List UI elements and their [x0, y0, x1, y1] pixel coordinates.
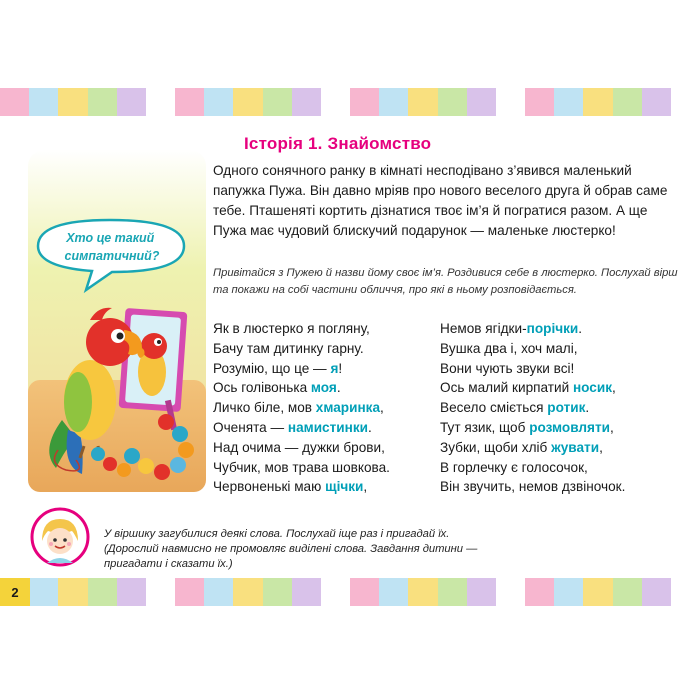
- stripe-segment: [29, 578, 58, 606]
- stripe-segment: [671, 88, 700, 116]
- poem-line: Ось голівонька моя.: [213, 380, 341, 396]
- stripe-segment: [379, 88, 408, 116]
- poem-line: Тут язик, щоб розмовляти,: [440, 419, 614, 435]
- poem-line: Розумію, що це — я!: [213, 360, 343, 376]
- highlighted-word: хмаринка: [315, 400, 381, 416]
- stripe-segment: [117, 578, 146, 606]
- stripe-segment: [58, 88, 87, 116]
- stripe-segment: [146, 88, 175, 116]
- stripe-segment: [438, 578, 467, 606]
- stripe-segment: [408, 578, 437, 606]
- stripe-segment: [58, 578, 87, 606]
- poem-line: Він звучить, немов дзвіночок.: [440, 479, 626, 495]
- stripe-segment: [554, 88, 583, 116]
- bottom-stripe: [0, 578, 700, 606]
- stripe-segment: [642, 88, 671, 116]
- poem-line: Червоненькі маю щічки,: [213, 479, 368, 495]
- poem-line: Ось малий кирпатий носик,: [440, 380, 616, 396]
- highlighted-word: носик: [572, 380, 613, 396]
- page-number: 2: [0, 578, 30, 606]
- poem-line: Вони чують звуки всі!: [440, 360, 575, 376]
- stripe-segment: [146, 578, 175, 606]
- highlighted-word: ротик: [547, 400, 586, 416]
- poem-line: Як в люстерко я погляну,: [213, 321, 370, 336]
- stripe-segment: [292, 88, 321, 116]
- stripe-segment: [525, 88, 554, 116]
- stripe-segment: [117, 88, 146, 116]
- stripe-segment: [175, 88, 204, 116]
- poem-line: Оченята — намистинки.: [213, 419, 372, 435]
- stripe-segment: [204, 88, 233, 116]
- poem-line: Немов ягідки-порічки.: [440, 321, 583, 336]
- stripe-segment: [321, 578, 350, 606]
- highlighted-word: намистинки: [287, 419, 369, 435]
- footer-note: [104, 527, 574, 572]
- poem-column-left: [213, 319, 390, 497]
- poem-line: Вушка два і, хоч малі,: [440, 340, 578, 356]
- highlighted-word: щічки: [325, 479, 364, 495]
- stripe-segment: [88, 578, 117, 606]
- stripe-segment: [350, 578, 379, 606]
- stripe-segment: [350, 88, 379, 116]
- instruction-text: Привітайся з Пужею й назви йому своє ім’я. Роздивися себе в люстерко. Послухай вірш та покажи на собі частини обличчя, про які в ньому розповідається.: [213, 267, 678, 296]
- poem-line: Бачу там дитинку гарну.: [213, 340, 364, 356]
- stripe-segment: [467, 88, 496, 116]
- stripe-segment: [583, 578, 612, 606]
- highlighted-word: жувати: [551, 439, 600, 455]
- stripe-segment: [438, 88, 467, 116]
- stripe-segment: [467, 578, 496, 606]
- stripe-segment: [379, 578, 408, 606]
- highlighted-word: розмовляти: [529, 419, 610, 435]
- stripe-segment: [0, 88, 29, 116]
- parrot-mirror-illustration: [28, 150, 206, 492]
- footer-note-line: пригадати і сказати їх.): [104, 558, 233, 570]
- highlighted-word: я: [330, 360, 339, 376]
- speech-line-2: симпатичний?: [64, 249, 160, 263]
- stripe-segment: [88, 88, 117, 116]
- poem-line: Над очима — дужки брови,: [213, 439, 385, 455]
- stripe-segment: [613, 578, 642, 606]
- footer-note-line: (Дорослий навмисно не промовляє виділені слова. Завдання дитини —: [104, 543, 478, 555]
- stripe-segment: [642, 578, 671, 606]
- stripe-segment: [175, 578, 204, 606]
- poem-line: Весело сміється ротик.: [440, 400, 590, 416]
- stripe-segment: [671, 578, 700, 606]
- parrot-reflection-icon: [137, 333, 167, 396]
- child-avatar-icon: [30, 507, 90, 567]
- stripe-segment: [204, 578, 233, 606]
- stripe-segment: [496, 578, 525, 606]
- footer-note-line: У віршику загубилися деякі слова. Послухай іще раз і пригадай їх.: [104, 528, 450, 540]
- stripe-segment: [613, 88, 642, 116]
- speech-line-1: Хто це такий: [66, 231, 155, 245]
- stripe-segment: [263, 88, 292, 116]
- stripe-segment: [496, 88, 525, 116]
- stripe-segment: [29, 88, 58, 116]
- intro-paragraph: Одного сонячного ранку в кімнаті несподівано з’явився маленький папужка Пужа. Він давно мріяв про нового веселого друга й обрав саме тебе. Пташеняті кортить дізнатися твоє ім’я й погратися разом. А ще Пужа має чудовий блискучий подарунок — маленьке люстерко!: [213, 163, 668, 238]
- poem-line: В горлечку є голосочок,: [440, 459, 588, 475]
- poem-line: Чубчик, мов трава шовкова.: [213, 459, 390, 475]
- highlighted-word: порічки: [526, 321, 579, 336]
- poem-line: Личко біле, мов хмаринка,: [213, 400, 384, 416]
- stripe-segment: [321, 88, 350, 116]
- top-stripe: [0, 88, 700, 116]
- story-title: Історія 1. Знайомство: [244, 134, 432, 153]
- stripe-segment: [233, 88, 262, 116]
- stripe-segment: [583, 88, 612, 116]
- stripe-segment: [233, 578, 262, 606]
- poem-column-right: [440, 319, 625, 497]
- stripe-segment: [554, 578, 583, 606]
- stripe-segment: [408, 88, 437, 116]
- highlighted-word: моя: [310, 380, 337, 396]
- stripe-segment: [525, 578, 554, 606]
- poem-line: Зубки, щоби хліб жувати,: [440, 439, 603, 455]
- stripe-segment: [263, 578, 292, 606]
- stripe-segment: [292, 578, 321, 606]
